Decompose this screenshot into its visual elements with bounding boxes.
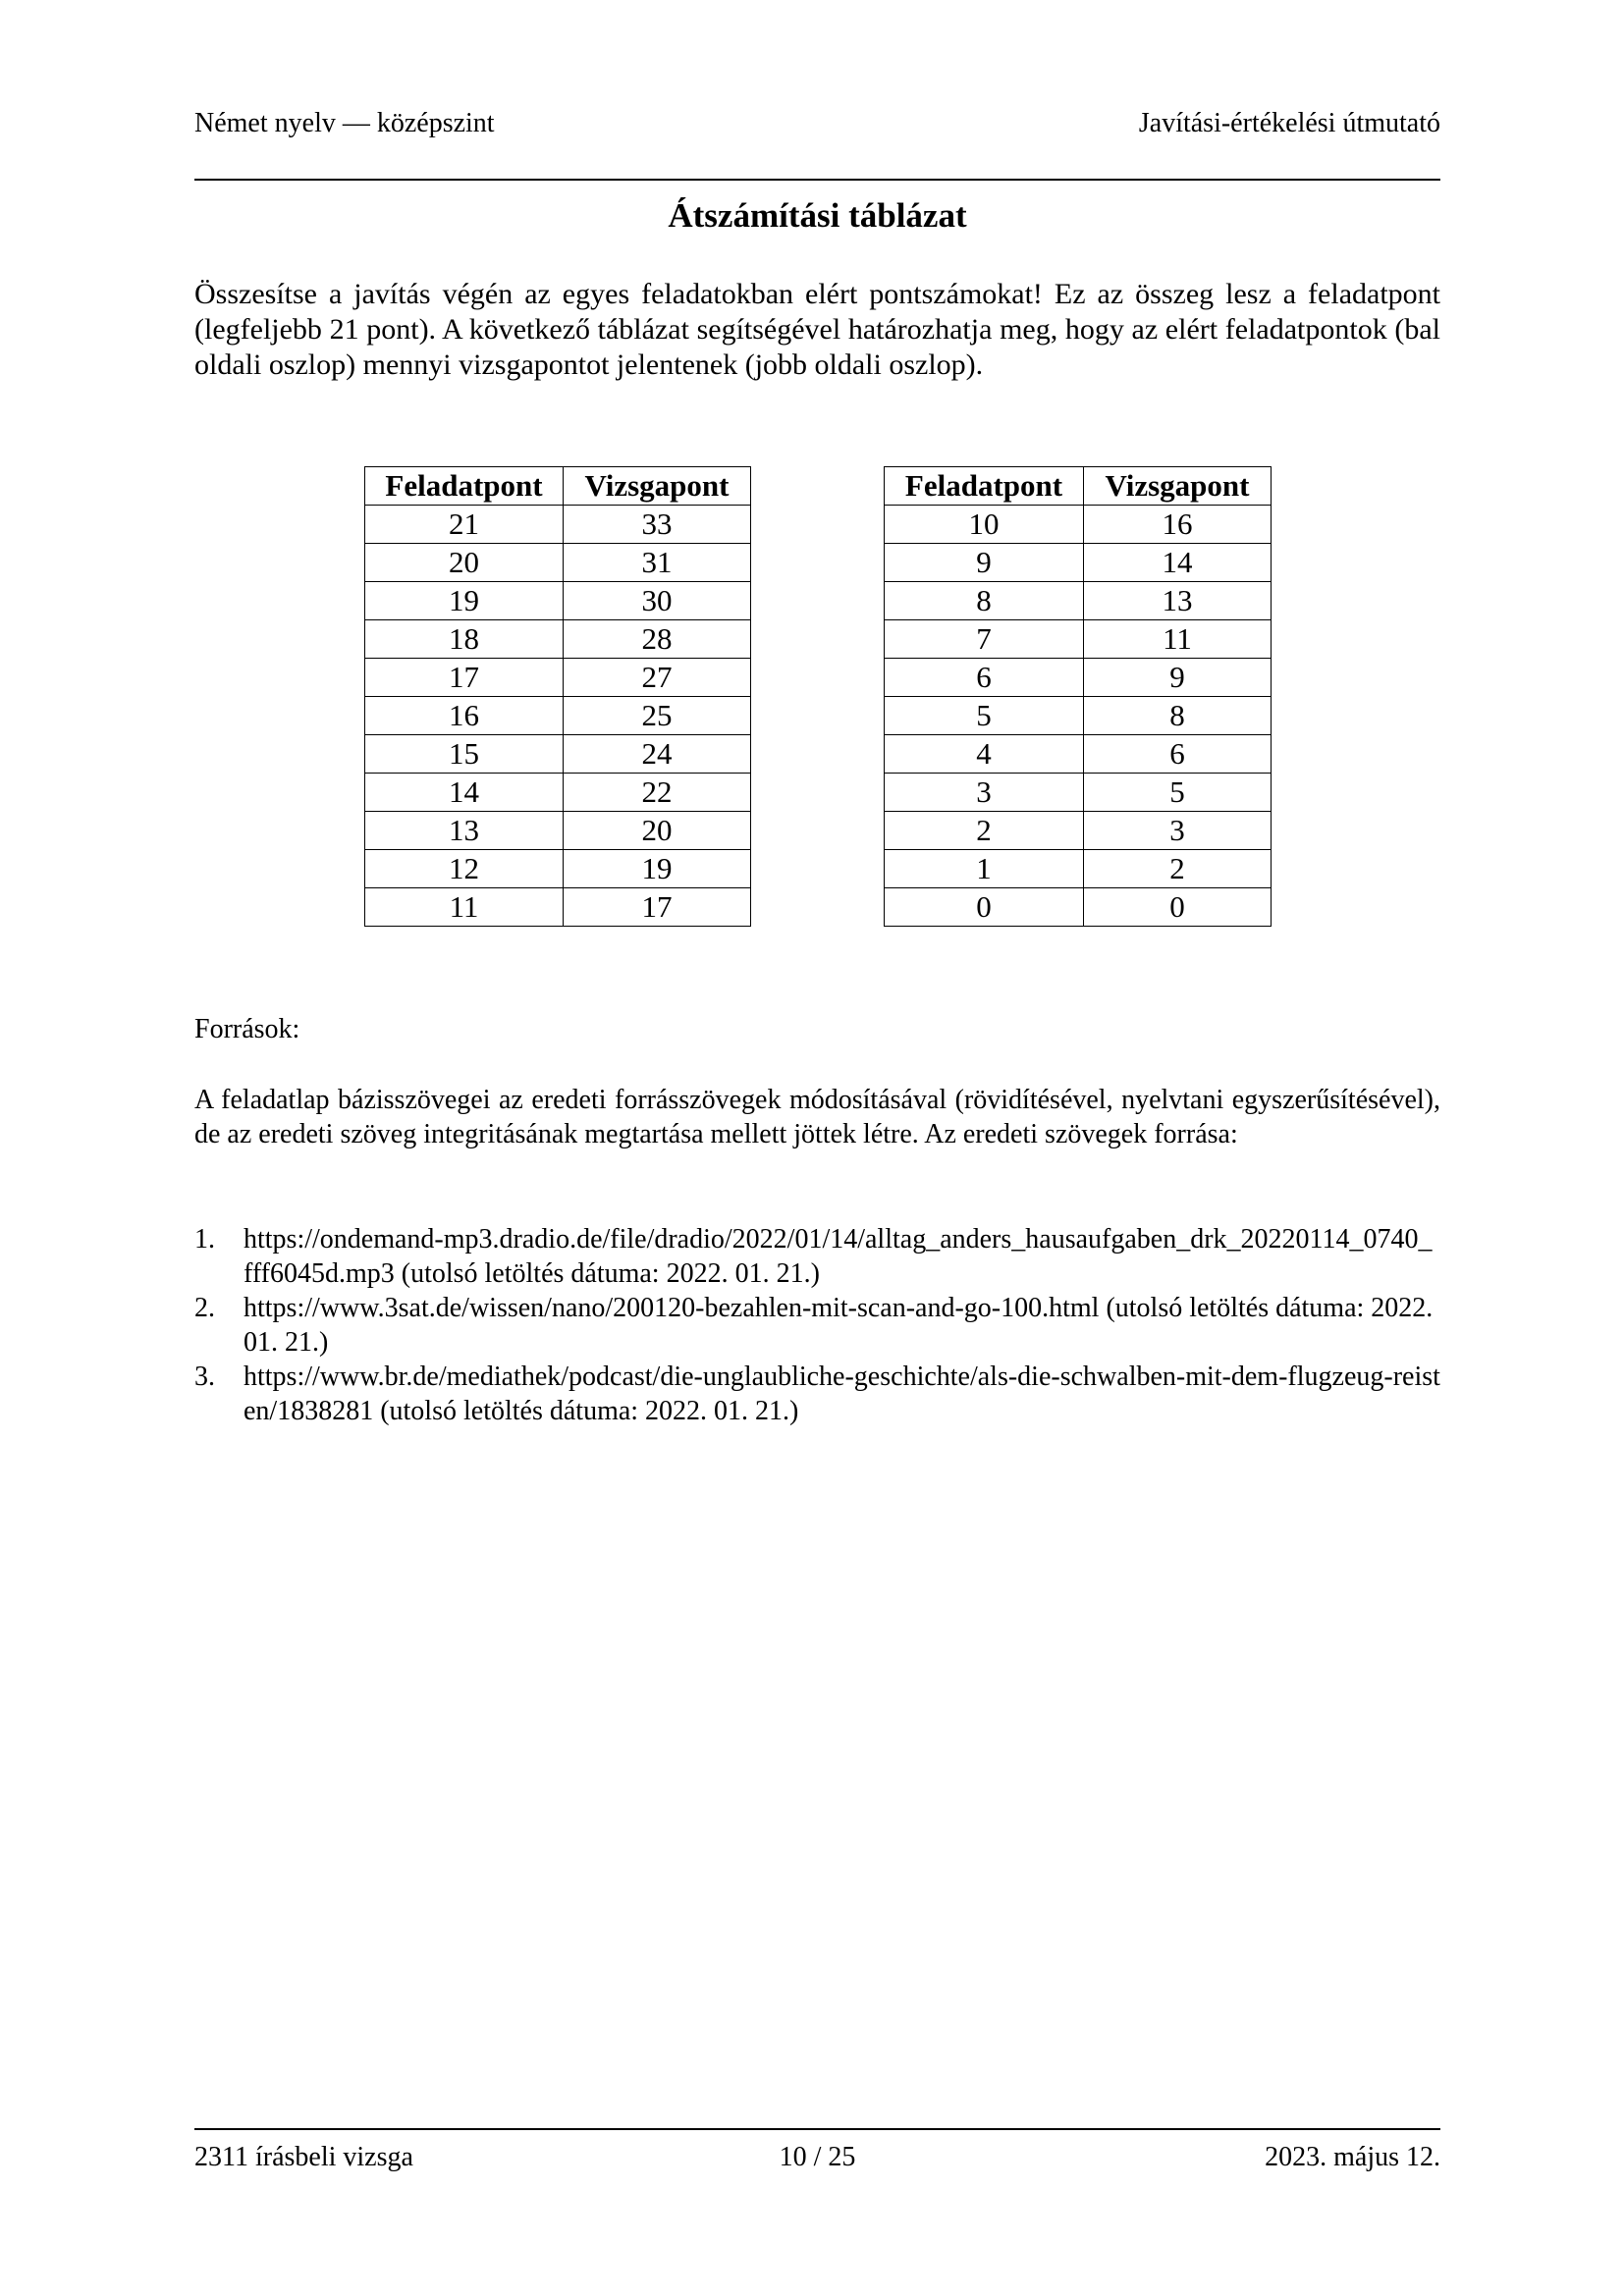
table-row: [365, 774, 751, 812]
cell-feladatpont: 21: [365, 506, 564, 544]
cell-feladatpont: 14: [365, 774, 564, 812]
table-row: [885, 812, 1272, 850]
header-subject: Német nyelv — középszint: [194, 108, 495, 138]
footer-date: 2023. május 12.: [1265, 2142, 1440, 2172]
table-row: [365, 620, 751, 659]
cell-vizsgapont: 28: [564, 620, 751, 659]
cell-feladatpont: 2: [885, 812, 1084, 850]
cell-vizsgapont: 0: [1084, 888, 1272, 927]
table-header-row: [365, 467, 751, 506]
table-row: [885, 620, 1272, 659]
cell-vizsgapont: 2: [1084, 850, 1272, 888]
conversion-table-left: [364, 466, 751, 927]
table-row: [885, 774, 1272, 812]
cell-feladatpont: 5: [885, 697, 1084, 735]
table-row: [365, 544, 751, 582]
cell-vizsgapont: 14: [1084, 544, 1272, 582]
cell-vizsgapont: 22: [564, 774, 751, 812]
cell-vizsgapont: 25: [564, 697, 751, 735]
column-header-vizsgapont: Vizsgapont: [1084, 467, 1272, 506]
cell-vizsgapont: 27: [564, 659, 751, 697]
header-divider: [194, 179, 1440, 181]
table-row: [885, 888, 1272, 927]
table-row: [885, 506, 1272, 544]
cell-feladatpont: 18: [365, 620, 564, 659]
cell-vizsgapont: 3: [1084, 812, 1272, 850]
source-item-text[interactable]: https://ondemand-mp3.dradio.de/file/dradio/2022/01/14/alltag_anders_hausaufgaben_drk_20220114_0740_fff6045d.mp3 (utolsó letöltés dátuma: 2022. 01. 21.): [244, 1224, 1433, 1289]
header-doc-type: Javítási-értékelési útmutató: [1138, 108, 1440, 138]
cell-vizsgapont: 30: [564, 582, 751, 620]
cell-vizsgapont: 16: [1084, 506, 1272, 544]
cell-vizsgapont: 9: [1084, 659, 1272, 697]
cell-vizsgapont: 24: [564, 735, 751, 774]
table-row: [365, 735, 751, 774]
table-row: [365, 812, 751, 850]
intro-paragraph: Összesítse a javítás végén az egyes feladatokban elért pontszámokat! Ez az összeg lesz a feladatpont (legfeljebb 21 pont). A következő táblázat segítségével határozhatja meg, hogy az elért feladatpontok (bal oldali oszlop) mennyi vizsgapontot jelentenek (jobb oldali oszlop).: [194, 278, 1440, 381]
cell-vizsgapont: 20: [564, 812, 751, 850]
footer-page-number: 10 / 25: [779, 2142, 856, 2172]
cell-feladatpont: 9: [885, 544, 1084, 582]
page-title: Átszámítási táblázat: [668, 196, 967, 235]
table-row: [365, 850, 751, 888]
cell-feladatpont: 4: [885, 735, 1084, 774]
source-item: [194, 1360, 1440, 1428]
table-row: [365, 888, 751, 927]
table-row: [885, 735, 1272, 774]
table-row: [885, 544, 1272, 582]
sources-heading: Források:: [194, 1014, 300, 1044]
cell-feladatpont: 11: [365, 888, 564, 927]
page-header: [194, 108, 1440, 139]
source-item-text[interactable]: https://www.3sat.de/wissen/nano/200120-bezahlen-mit-scan-and-go-100.html (utolsó letöltés dátuma: 2022. 01. 21.): [244, 1293, 1434, 1358]
column-header-feladatpont: Feladatpont: [885, 467, 1084, 506]
sources-description: A feladatlap bázisszövegei az eredeti forrásszövegek módosításával (rövidítésével, nyelvtani egyszerűsítésével), de az eredeti szöveg integritásának megtartása mellett jöttek létre. Az eredeti szövegek forrása:: [194, 1085, 1440, 1149]
table-row: [365, 697, 751, 735]
cell-vizsgapont: 11: [1084, 620, 1272, 659]
cell-vizsgapont: 13: [1084, 582, 1272, 620]
source-item: [194, 1222, 1440, 1291]
table-header-row: [885, 467, 1272, 506]
cell-feladatpont: 3: [885, 774, 1084, 812]
cell-vizsgapont: 8: [1084, 697, 1272, 735]
sources-list: [194, 1222, 1440, 1428]
cell-feladatpont: 16: [365, 697, 564, 735]
column-header-vizsgapont: Vizsgapont: [564, 467, 751, 506]
cell-feladatpont: 8: [885, 582, 1084, 620]
cell-feladatpont: 17: [365, 659, 564, 697]
cell-feladatpont: 19: [365, 582, 564, 620]
cell-feladatpont: 1: [885, 850, 1084, 888]
cell-feladatpont: 6: [885, 659, 1084, 697]
cell-feladatpont: 20: [365, 544, 564, 582]
source-item-number: 2.: [194, 1293, 215, 1323]
table-row: [365, 506, 751, 544]
cell-vizsgapont: 33: [564, 506, 751, 544]
table-row: [885, 850, 1272, 888]
table-row: [365, 659, 751, 697]
cell-feladatpont: 10: [885, 506, 1084, 544]
source-item-text[interactable]: https://www.br.de/mediathek/podcast/die-unglaubliche-geschichte/als-die-schwalben-mit-dem-flugzeug-reisten/1838281 (utolsó letöltés dátuma: 2022. 01. 21.): [244, 1362, 1440, 1426]
page-footer: [194, 2142, 1440, 2177]
cell-feladatpont: 13: [365, 812, 564, 850]
cell-feladatpont: 15: [365, 735, 564, 774]
source-item: [194, 1291, 1440, 1360]
cell-feladatpont: 0: [885, 888, 1084, 927]
table-row: [885, 697, 1272, 735]
table-row: [365, 582, 751, 620]
cell-vizsgapont: 31: [564, 544, 751, 582]
cell-feladatpont: 7: [885, 620, 1084, 659]
source-item-number: 1.: [194, 1224, 215, 1255]
column-header-feladatpont: Feladatpont: [365, 467, 564, 506]
table-row: [885, 582, 1272, 620]
cell-vizsgapont: 5: [1084, 774, 1272, 812]
source-item-number: 3.: [194, 1362, 215, 1392]
conversion-table-right: [884, 466, 1272, 927]
cell-vizsgapont: 6: [1084, 735, 1272, 774]
footer-divider: [194, 2128, 1440, 2130]
cell-vizsgapont: 17: [564, 888, 751, 927]
cell-feladatpont: 12: [365, 850, 564, 888]
table-row: [885, 659, 1272, 697]
cell-vizsgapont: 19: [564, 850, 751, 888]
footer-exam-code: 2311 írásbeli vizsga: [194, 2142, 413, 2172]
